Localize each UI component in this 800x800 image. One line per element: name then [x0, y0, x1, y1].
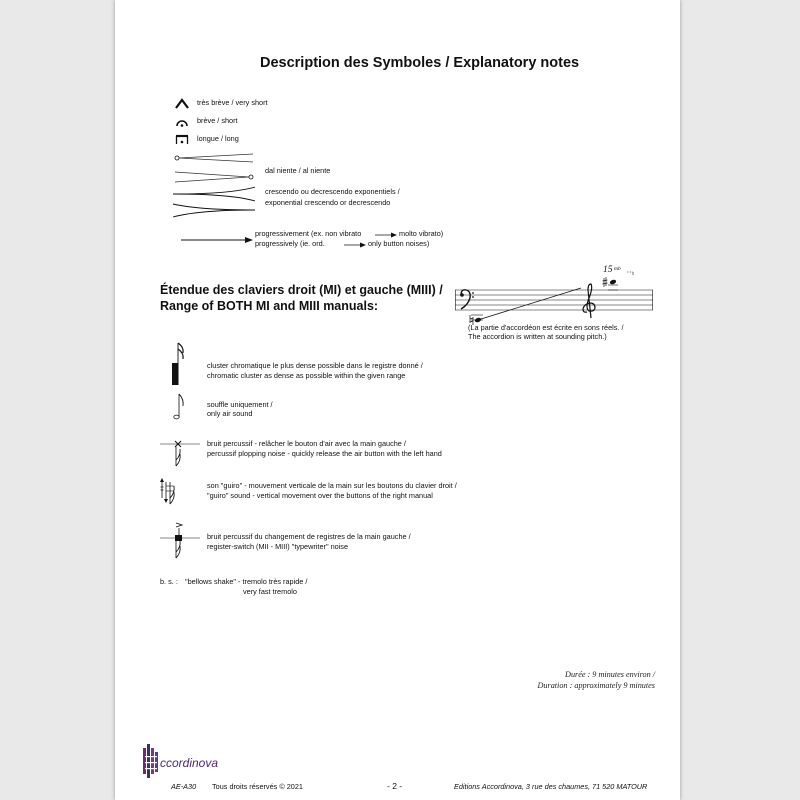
plop-noise-label-en: percussif plopping noise - quickly release the air button with the left hand [207, 449, 442, 458]
progressive-label-fr-end: molto vibrato) [399, 229, 444, 238]
footer-publisher: Editions Accordinova, 3 rue des chaumes, 71 520 MATOUR [454, 782, 648, 791]
air-sound-label-fr: souffle uniquement / [207, 400, 273, 409]
accordinova-logo-icon [143, 744, 159, 778]
octave-mark: 15 [603, 265, 613, 275]
footer-rights: Tous droits réservés © 2021 [212, 782, 303, 791]
crescendo-label-fr: crescendo ou decrescendo exponentiels / [265, 187, 400, 196]
progressive-small-arrow-1 [375, 232, 397, 238]
dal-niente-label: dal niente / al niente [265, 166, 331, 175]
guiro-label-fr: son "guiro" - mouvement verticale de la main sur les boutons du clavier droit / [207, 481, 457, 490]
progressive-arrow [181, 236, 253, 244]
short-label: brève / short [197, 116, 238, 125]
logo-text: ccordinova [160, 756, 219, 770]
range-note-fr: (La partie d'accordéon est écrite en sons réels. / [468, 323, 624, 332]
short-symbol [175, 116, 189, 128]
bellows-shake-label-en: very fast tremolo [243, 587, 297, 596]
very-short-symbol [175, 98, 189, 110]
register-switch-label-en: register-switch (MII - MIII) "typewriter" noise [207, 542, 349, 551]
long-label: longue / long [197, 134, 239, 143]
guiro-symbol [160, 478, 200, 508]
very-short-label: très brève / very short [197, 98, 268, 107]
progressive-small-arrow-2 [344, 242, 366, 248]
bellows-shake-abbrev: b. s. : [160, 577, 178, 586]
range-title-fr: Étendue des claviers droit (MI) et gauche (MIII) / [160, 283, 443, 297]
guiro-label-en: "guiro" sound - vertical movement over the buttons of the right manual [207, 491, 433, 500]
cluster-label-fr: cluster chromatique le plus dense possible dans le registre donné / [207, 361, 423, 370]
progressive-label-en: progressively (ie. ord. [255, 239, 325, 248]
register-switch-label-fr: bruit percussif du changement de registres de la main gauche / [207, 532, 411, 541]
long-symbol [175, 134, 189, 146]
exponential-hairpins [171, 186, 259, 218]
plop-noise-symbol [160, 438, 200, 470]
footer-page-number: - 2 - [387, 781, 403, 791]
crescendo-label-en: exponential crescendo or decrescendo [265, 198, 391, 207]
dal-niente-hairpins [173, 152, 257, 182]
progressive-label-fr: progressivement (ex. non vibrato [255, 229, 362, 238]
octave-suffix: mb [614, 266, 621, 272]
duration-fr: Durée : 9 minutes environ / [565, 670, 655, 679]
cluster-label-en: chromatic cluster as dense as possible within the given range [207, 371, 406, 380]
score-page [115, 0, 680, 800]
air-sound-symbol [171, 392, 189, 422]
range-staff [455, 270, 655, 326]
plop-noise-label-fr: bruit percussif - relâcher le bouton d'air avec la main gauche / [207, 439, 406, 448]
bellows-shake-label-fr: "bellows shake" - tremolo très rapide / [185, 577, 308, 586]
page-title: Description des Symboles / Explanatory notes [260, 55, 580, 71]
range-note-en: The accordion is written at sounding pitch.) [468, 332, 607, 341]
footer-code: AE-A30 [171, 782, 197, 791]
range-title-en: Range of BOTH MI and MIII manuals: [160, 299, 379, 313]
register-switch-symbol [160, 520, 200, 560]
duration-en: Duration : approximately 9 minutes [537, 681, 655, 690]
progressive-label-en-end: only button noises) [368, 239, 430, 248]
cluster-symbol [170, 341, 190, 387]
air-sound-label-en: only air sound [207, 409, 253, 418]
